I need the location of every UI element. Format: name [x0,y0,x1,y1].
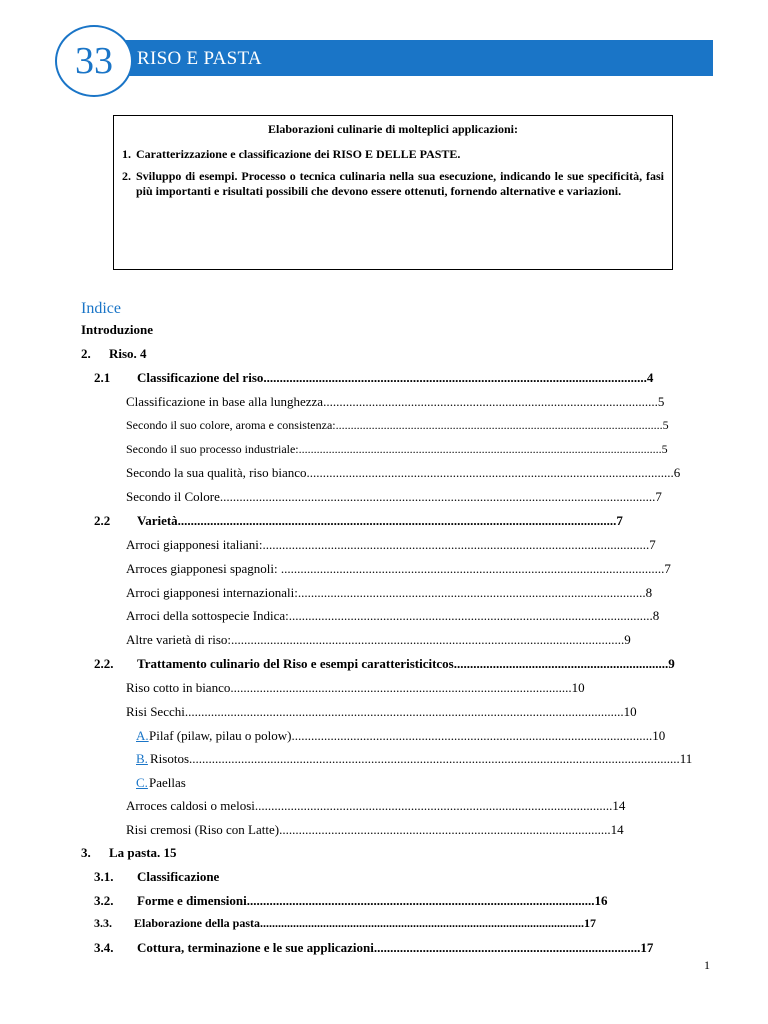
toc-entry-varieta[interactable]: Varietà.......................................................................................................................................7 [137,513,623,528]
chapter-title: RISO E PASTA [137,48,262,69]
toc-entry-elaborazione-pasta[interactable]: Elaborazione della pasta............................................................................................................17 [134,916,597,930]
toc-entry[interactable]: Arroci giapponesi internazionali:...........................................................................................................8 [126,585,653,600]
toc-entry[interactable]: Paellas [149,775,186,790]
toc-entry[interactable]: Riso cotto in bianco.........................................................................................................10 [126,680,585,695]
toc-entry-classificazione-pasta[interactable]: Classificazione [137,869,220,884]
toc-section-number: 3.4. [94,940,114,955]
toc-sub-letter-link[interactable]: A. [136,728,149,743]
toc-entry-pasta[interactable]: La pasta. 15 [109,845,177,860]
toc-section-number: 2.2 [94,513,111,528]
toc-entry-forme-dimensioni[interactable]: Forme e dimensioni...........................................................................................................16 [137,893,608,908]
toc-entry[interactable]: Altre varietà di riso:.........................................................................................................................9 [126,632,631,647]
toc-sub-letter-link[interactable]: B. [136,751,148,766]
toc-entry[interactable]: Secondo il suo colore, aroma e consistenza:.............................................................................................................5 [126,418,669,432]
toc-entry[interactable]: Secondo la sua qualità, riso bianco.................................................................................................................6 [126,465,681,480]
toc-entry[interactable]: Risi cremosi (Riso con Latte)......................................................................................................14 [126,822,624,837]
toc-entry[interactable]: Arroces giapponesi spagnoli: ......................................................................................................................7 [126,561,671,576]
summary-item [122,147,664,162]
toc-entry-introduzione[interactable]: Introduzione [81,322,153,337]
toc-section-number: 2. [81,346,91,361]
toc-section-number: 3. [81,845,91,860]
toc-entry[interactable]: Secondo il suo processo industriale:.........................................................................................................................5 [126,442,668,456]
summary-item-text: Caratterizzazione e classificazione dei RISO E DELLE PASTE. [136,147,461,161]
toc-heading: Indice [81,300,121,317]
chapter-number-badge: 33 [55,25,133,97]
toc-section-number: 3.1. [94,869,114,884]
summary-box [113,115,673,270]
toc-section-number: 3.3. [94,916,112,930]
page-number: 1 [704,958,710,972]
toc-entry[interactable]: Pilaf (pilaw, pilau o polow)...............................................................................................................10 [149,728,666,743]
summary-item [122,169,664,199]
toc-section-number: 3.2. [94,893,114,908]
toc-entry[interactable]: Risotos.......................................................................................................................................................11 [150,751,693,766]
toc-entry[interactable]: Arroci giapponesi italiani:.......................................................................................................................7 [126,537,656,552]
toc-entry-cottura[interactable]: Cottura, terminazione e le sue applicazioni..................................................................................17 [137,940,654,955]
summary-title: Elaborazioni culinarie di molteplici applicazioni: [267,122,518,136]
toc-entry[interactable]: Risi Secchi.......................................................................................................................................10 [126,704,637,719]
summary-item-text: Sviluppo di esempi. Processo o tecnica culinaria nella sua esecuzione, indicando le sue specificità, fasi più importanti e risultati possibili che devono essere ottenuti, fornendo alternative e variazioni. [136,169,664,198]
toc-entry-riso[interactable]: Riso. 4 [109,346,147,361]
summary-item-number: 1. [122,147,131,161]
toc-section-number: 2.2. [94,656,114,671]
toc-entry[interactable]: Secondo il Colore......................................................................................................................................7 [126,489,662,504]
toc-entry[interactable]: Arroci della sottospecie Indica:................................................................................................................8 [126,608,660,623]
toc-sub-letter-link[interactable]: C. [136,775,148,790]
summary-item-number: 2. [122,169,131,183]
toc-entry[interactable]: Arroces caldosi o melosi..............................................................................................................14 [126,798,626,813]
toc-section-number: 2.1 [94,370,111,385]
toc-entry-classificazione-riso[interactable]: Classificazione del riso......................................................................................................................4 [137,370,654,385]
toc-entry[interactable]: Classificazione in base alla lunghezza.......................................................................................................5 [126,394,665,409]
toc-entry-trattamento-culinario[interactable]: Trattamento culinario del Riso e esempi caratteristicitcos..................................................................9 [137,656,675,671]
